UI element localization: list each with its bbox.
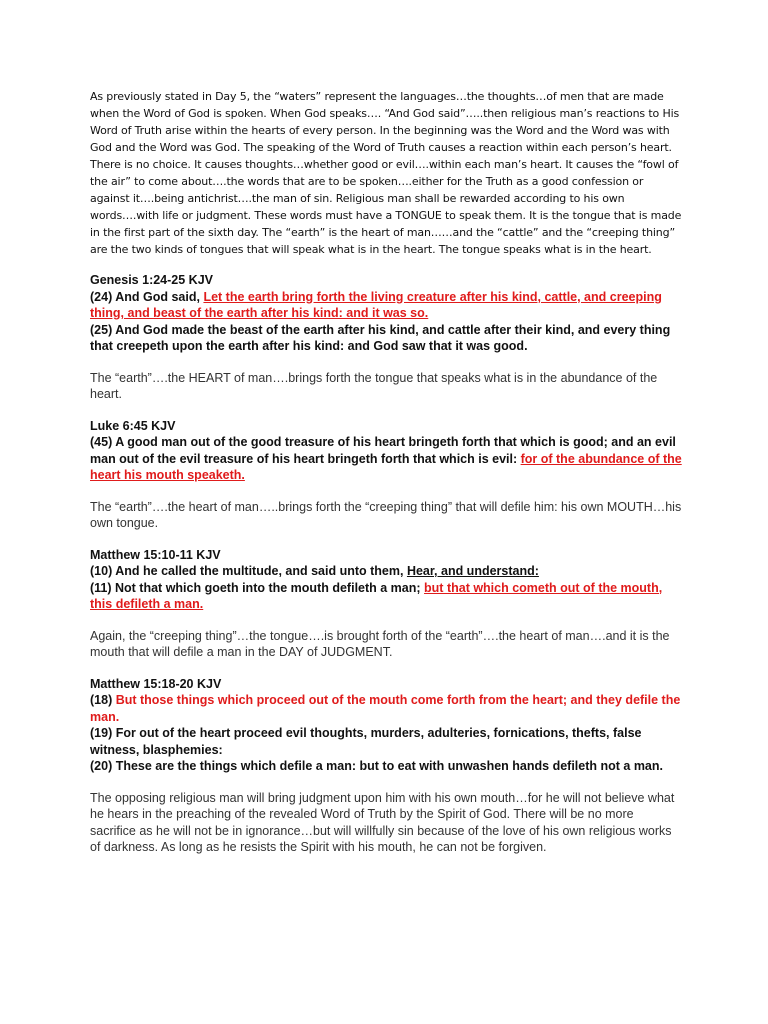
underlined-verse-text: Hear, and understand: bbox=[406, 564, 539, 578]
highlighted-verse-text: But those things which proceed out of the mouth come forth from the heart; and they defile the man. bbox=[90, 693, 681, 724]
intro-paragraph: As previously stated in Day 5, the “waters” represent the languages…the thoughts…of men that are made when the Word of God is spoken. When God speaks…. “And God said”…..then religious man’s reactions to His Word of Truth arise within the hearts of every person. In the beginning was the Word and the Word was with God and the Word was God. The speaking of the Word of Truth causes a reaction within each person’s heart. There is no choice. It causes thoughts…whether good or evil….within each man’s heart. It causes the “fowl of the air” to come about….the words that are to be spoken….either for the Truth as a good confession or against it….being antichrist….the man of sin. Religious man shall be rewarded according to his own words….with life or judgment. These words must have a TONGUE to speak them. It is the tongue that is made in the first part of the sixth day. The “earth” is the heart of man……and the “cattle” and the “creeping thing” are the two kinds of tongues that will speak what is in the heart. The tongue speaks what is in the heart. bbox=[90, 90, 682, 256]
verse-text: (45) A good man out of the good treasure of his heart bringeth forth that which is good; and an evil man out of the evil treasure of his heart bringeth forth that which is evil: bbox=[90, 435, 676, 466]
scripture-reference: Matthew 15:10-11 KJV bbox=[90, 547, 221, 562]
scripture-reference: Genesis 1:24-25 KJV bbox=[90, 273, 213, 287]
commentary-paragraph: The “earth”….the heart of man…..brings forth the “creeping thing” that will defile him: his own MOUTH…his own tongue. bbox=[90, 499, 682, 530]
highlighted-verse-text: for of the abundance of the heart his mouth speaketh. bbox=[90, 451, 682, 482]
commentary-paragraph: The opposing religious man will bring judgment upon him with his own mouth…for he will not believe what he hears in the preaching of the revealed Word of Truth by the Spirit of God. There will be no more sacrifice as he will not be in ignorance…but will willfully sin because of the love of his own religious works of darkness. As long as he resists the Spirit with his mouth, he can not be forgiven. bbox=[90, 790, 675, 854]
genesis-section bbox=[90, 272, 682, 403]
commentary-paragraph: The “earth”….the HEART of man….brings forth the tongue that speaks what is in the abundance of the heart. bbox=[90, 370, 658, 401]
verse-text: (24) And God said, bbox=[90, 289, 204, 304]
scripture-reference: Matthew 15:18-20 KJV bbox=[90, 676, 222, 691]
commentary-paragraph: Again, the “creeping thing”…the tongue….is brought forth of the “earth”….the heart of man….and it is the mouth that will defile a man in the DAY of JUDGMENT. bbox=[90, 628, 670, 659]
matthew-15-18-section bbox=[90, 676, 682, 856]
verse-text: (10) And he called the multitude, and said unto them, bbox=[90, 564, 407, 578]
document-page bbox=[90, 88, 682, 871]
highlighted-verse-text: but that which cometh out of the mouth, this defileth a man. bbox=[90, 580, 663, 611]
verse-19: (19) For out of the heart proceed evil thoughts, murders, adulteries, fornications, thefts, false witness, blasphemies: bbox=[90, 726, 642, 757]
verse-text: (18) bbox=[90, 693, 116, 707]
luke-section bbox=[90, 418, 682, 532]
verse-10 bbox=[90, 563, 682, 580]
scripture-reference: Luke 6:45 KJV bbox=[90, 418, 176, 433]
matthew-15-10-section bbox=[90, 547, 682, 661]
verse-18 bbox=[90, 692, 682, 725]
verse-20: (20) These are the things which defile a man: but to eat with unwashen hands defileth not a man. bbox=[90, 759, 663, 773]
highlighted-verse-text: Let the earth bring forth the living creature after his kind, cattle, and creeping thing, and beast of the earth after his kind: and it was so. bbox=[90, 289, 662, 320]
verse-45 bbox=[90, 434, 682, 484]
verse-11 bbox=[90, 580, 682, 613]
verse-25: (25) And God made the beast of the earth after his kind, and cattle after their kind, and every thing that creepeth upon the earth after his kind: and God saw that it was good. bbox=[90, 322, 671, 353]
verse-24 bbox=[90, 289, 682, 322]
verse-text: (11) Not that which goeth into the mouth defileth a man; bbox=[90, 580, 425, 595]
